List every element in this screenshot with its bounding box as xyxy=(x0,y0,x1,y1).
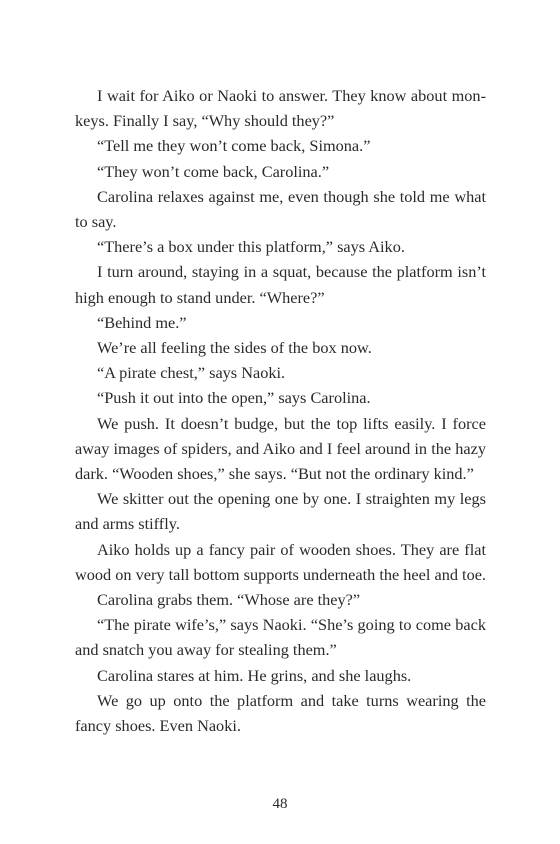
paragraph: “The pirate wife’s,” says Naoki. “She’s going to come back and snatch you away for stealing them.” xyxy=(75,615,486,660)
paragraph: We skitter out the opening one by one. I straighten my legs and arms stiffly. xyxy=(75,489,486,534)
paragraph: “A pirate chest,” says Naoki. xyxy=(97,363,286,383)
paragraph: Carolina relaxes against me, even though she told me what to say. xyxy=(75,186,486,232)
paragraph: “They won’t come back, Carolina.” xyxy=(97,161,330,181)
paragraph: Aiko holds up a fancy pair of wooden shoes. They are flat wood on very tall bottom supports underneath the heel and toe. xyxy=(75,539,487,584)
paragraph: We’re all feeling the sides of the box now. xyxy=(97,338,372,358)
paragraph: “Tell me they won’t come back, Simona.” xyxy=(97,136,371,156)
paragraph: Carolina grabs them. “Whose are they?” xyxy=(97,590,361,610)
paragraph: I turn around, staying in a squat, because the platform isn’t high enough to stand under. “Where?” xyxy=(75,262,486,307)
page-body xyxy=(75,83,486,738)
paragraph: Carolina stares at him. He grins, and she laughs. xyxy=(97,665,412,685)
paragraph: “Push it out into the open,” says Carolina. xyxy=(97,388,371,408)
paragraph: We push. It doesn’t budge, but the top lifts easily. I force away images of spiders, and Aiko and I feel around in the hazy dark. “Wooden shoes,” she says. “But not the ordinary kind.” xyxy=(75,413,486,484)
paragraph: “Behind me.” xyxy=(97,312,187,332)
paragraph: “There’s a box under this platform,” says Aiko. xyxy=(97,237,405,257)
paragraph: I wait for Aiko or Naoki to answer. They know about monkeys. Finally I say, “Why should they?” xyxy=(75,86,486,131)
paragraph: We go up onto the platform and take turns wearing the fancy shoes. Even Naoki. xyxy=(75,690,486,736)
page-number: 48 xyxy=(272,796,288,812)
